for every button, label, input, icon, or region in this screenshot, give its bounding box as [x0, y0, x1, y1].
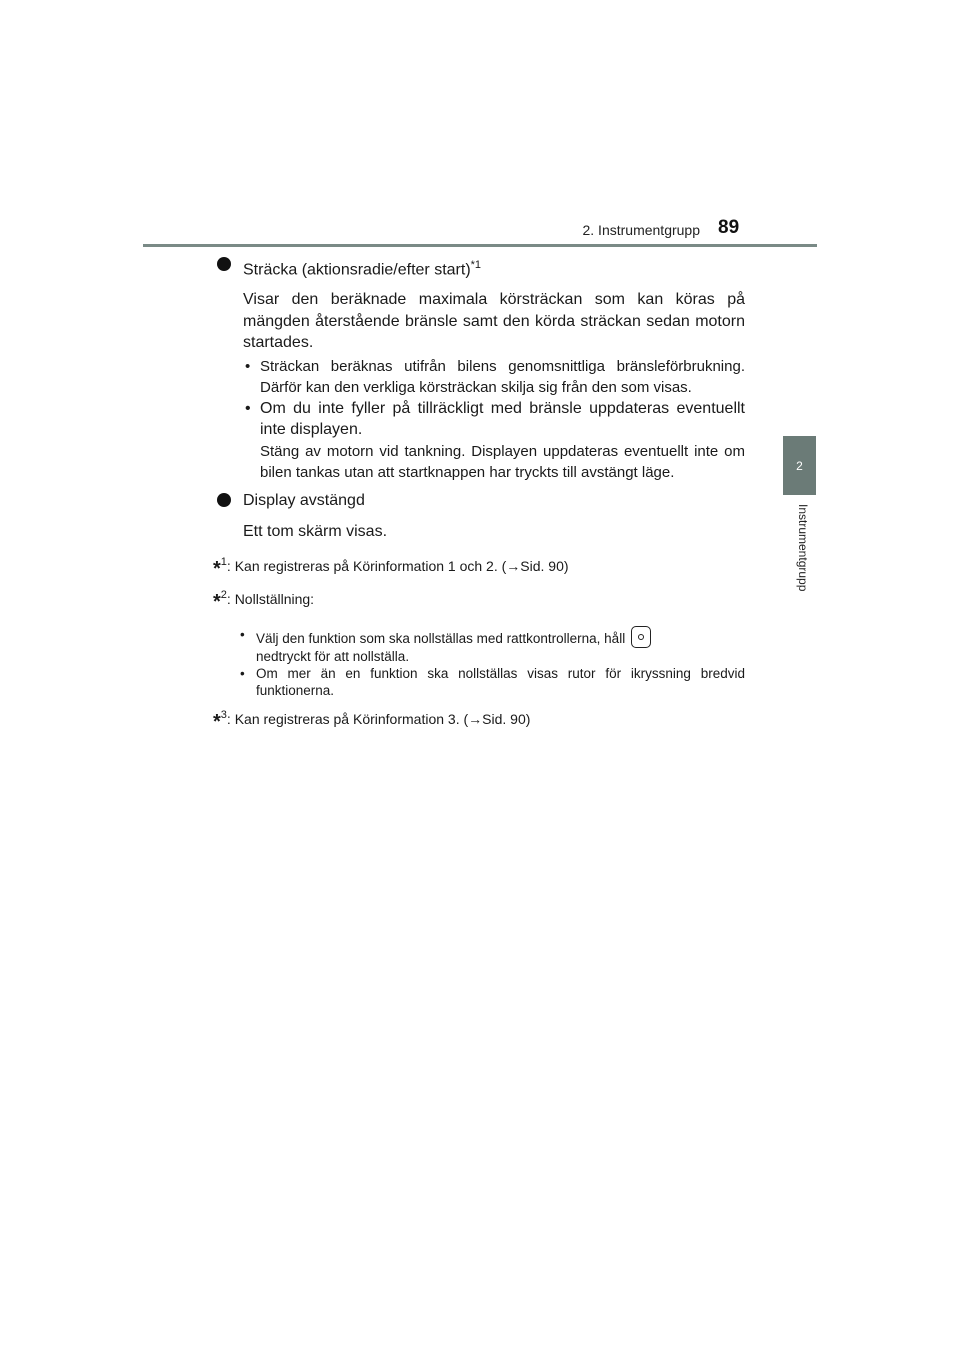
steering-button-icon [631, 626, 651, 648]
footnote-2-list [213, 626, 745, 699]
section-heading-range [215, 254, 745, 281]
section-description: Ett tom skärm visas. [243, 522, 388, 540]
section-heading-display-off [215, 490, 745, 512]
footnote-2: *$^2$: Nollställning: [213, 589, 315, 614]
section-description: Visar den beräknade maximala körsträckan som kan köras på mängden återstående bränsle samt den körda sträckan sedan motorn startades. [243, 291, 745, 352]
section-heading-text: Sträcka (aktionsradie/efter start) [243, 261, 471, 279]
arrow-right-icon: → [468, 711, 483, 728]
main-content [215, 254, 745, 732]
list-item: • Om du inte fyller på tillräckligt med bränsle uppdateras eventuellt inte displayen. [245, 399, 745, 438]
list-item: • Om mer än en funktion ska nollställas visas rutor för ikryssning bredvid funktionerna. [240, 666, 745, 699]
heading-ref: *1 [470, 259, 482, 271]
footnote-3: *$^3$: Kan registreras på Körinformation 3. (→Sid. 90) [213, 709, 531, 734]
section-heading-text: Display avstängd [243, 491, 365, 509]
black-circle-icon [217, 257, 231, 271]
side-tab-title: Instrumentgrupp [796, 504, 810, 592]
black-circle-icon [217, 493, 231, 507]
header-chapter: 2. Instrumentgrupp [582, 222, 700, 238]
arrow-right-icon: → [506, 558, 521, 575]
list-item: • Sträckan beräknas utifrån bilens genomsnittliga bränsleförbrukning. Därför kan den verkliga körsträckan skilja sig från den som visas. [245, 357, 745, 396]
list-item: • Välj den funktion som ska nollställas med rattkontrollerna, håll nedtryckt för att nollställa. [240, 626, 745, 665]
footnotes [213, 552, 745, 732]
bullet-list [215, 356, 745, 483]
footnote-1: *$^1$: Kan registreras på Körinformation 1 och 2. (→Sid. 90) [213, 556, 569, 581]
page-number: 89 [718, 217, 740, 238]
side-tab-number: 2 [783, 436, 816, 495]
list-item-continuation: Stäng av motorn vid tankning. Displayen uppdateras eventuellt inte om bilen tankas utan att startknappen har tryckts till avstängt läge. [260, 442, 745, 481]
header-rule [143, 244, 817, 247]
